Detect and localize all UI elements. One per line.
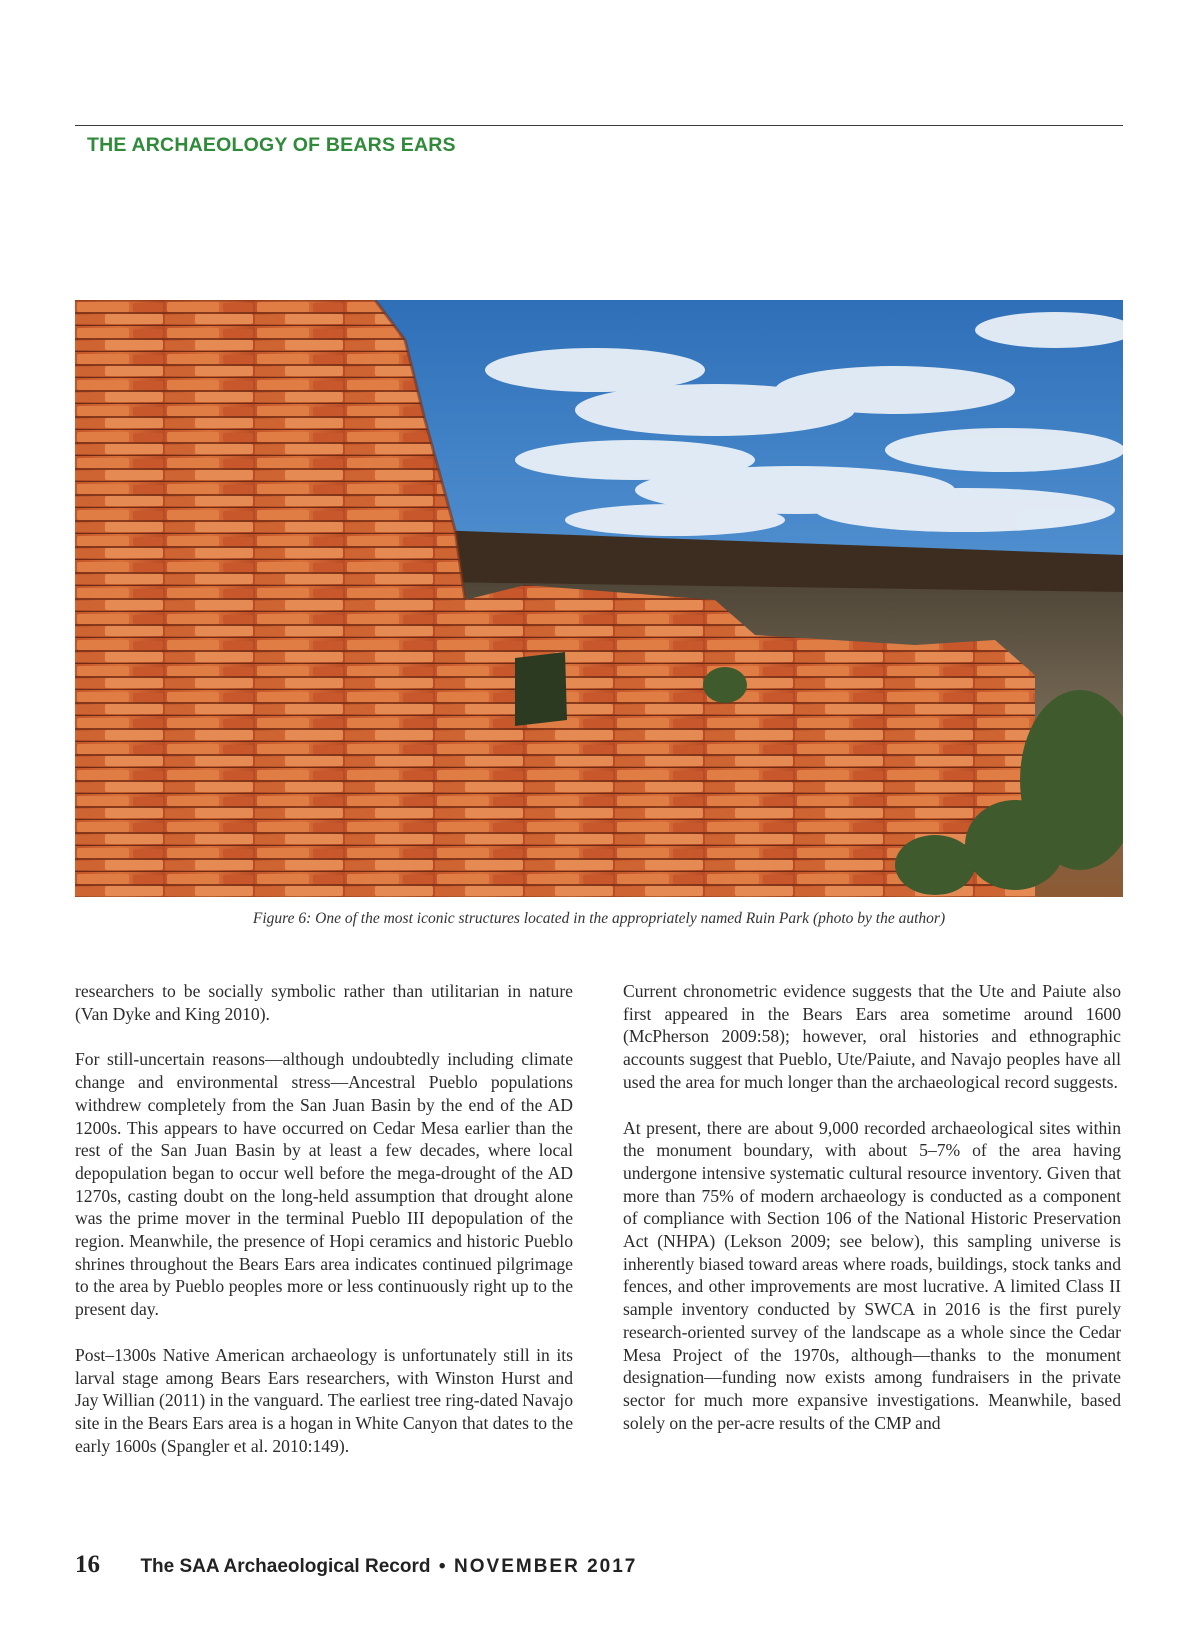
body-paragraph: researchers to be socially symbolic rather than utilitarian in nature (Van Dyke and King 2010).: [75, 981, 573, 1024]
body-paragraph: Post–1300s Native American archaeology is unfortunately still in its larval stage among Bears Ears researchers, with Winston Hurst and Jay Willian (2011) in the vanguard. The earliest tree ring-dated Navajo site in the Bears Ears area is a hogan in White Canyon that dates to the early 1600s (Spangler et al. 2010:149).: [75, 1344, 573, 1456]
footer-bullet: •: [438, 1556, 446, 1577]
journal-name: The SAA Archaeological Record: [140, 1556, 431, 1577]
page-number: 16: [75, 1551, 100, 1578]
body-paragraph: At present, there are about 9,000 recorded archaeological sites within the monument boundary, with about 5–7% of the area having undergone intensive systematic cultural resource inventory. Given that more than 75% of modern archaeology is conducted as a component of compliance with Section 106 of the National Historic Preservation Act (NHPA) (Lekson 2009; see below), this sampling universe is inherently biased toward areas where roads, buildings, stock tanks and fences, and other improvements are most lucrative. A limited Class II sample inventory conducted by SWCA in 2016 is the first purely research-oriented survey of the landscape as a whole since the Cedar Mesa Project of the 1970s, although—thanks to the monument designation—funding now exists among fundraisers in the private sector for much more expansive investigations. Meanwhile, based solely on the per-acre results of the CMP and: [623, 1117, 1121, 1433]
running-title: THE ARCHAEOLOGY OF BEARS EARS: [87, 134, 456, 156]
issue-date: NOVEMBER 2017: [454, 1556, 638, 1577]
body-paragraph: Current chronometric evidence suggests that the Ute and Paiute also first appeared in the Bears Ears area sometime around 1600 (McPherson 2009:58); however, oral histories and ethnographic accounts suggest that Pueblo, Ute/Paiute, and Navajo peoples have all used the area for much longer than the archaeological record suggests.: [623, 981, 1121, 1092]
page-footer: [75, 1551, 637, 1579]
body-paragraph: For still-uncertain reasons—although undoubtedly including climate change and environmental stress—Ancestral Pueblo populations withdrew completely from the San Juan Basin by the end of the AD 1200s. This appears to have occurred on Cedar Mesa earlier than the rest of the San Juan Basin by at least a few decades, where local depopulation began to occur well before the mega-drought of the AD 1270s, casting doubt on the long-held assumption that drought alone was the prime mover in the terminal Pueblo III depopulation of the region. Meanwhile, the presence of Hopi ceramics and historic Pueblo shrines throughout the Bears Ears area indicates continued pilgrimage to the area by Pueblo peoples more or less continuously right up to the present day.: [75, 1049, 573, 1320]
text-column-right: [623, 980, 1121, 1457]
text-column-left: [75, 980, 573, 1480]
figure-photo: [75, 300, 1123, 897]
header-rule: [75, 125, 1123, 126]
figure-caption: Figure 6: One of the most iconic structures located in the appropriately named Ruin Park (photo by the author): [252, 910, 946, 927]
